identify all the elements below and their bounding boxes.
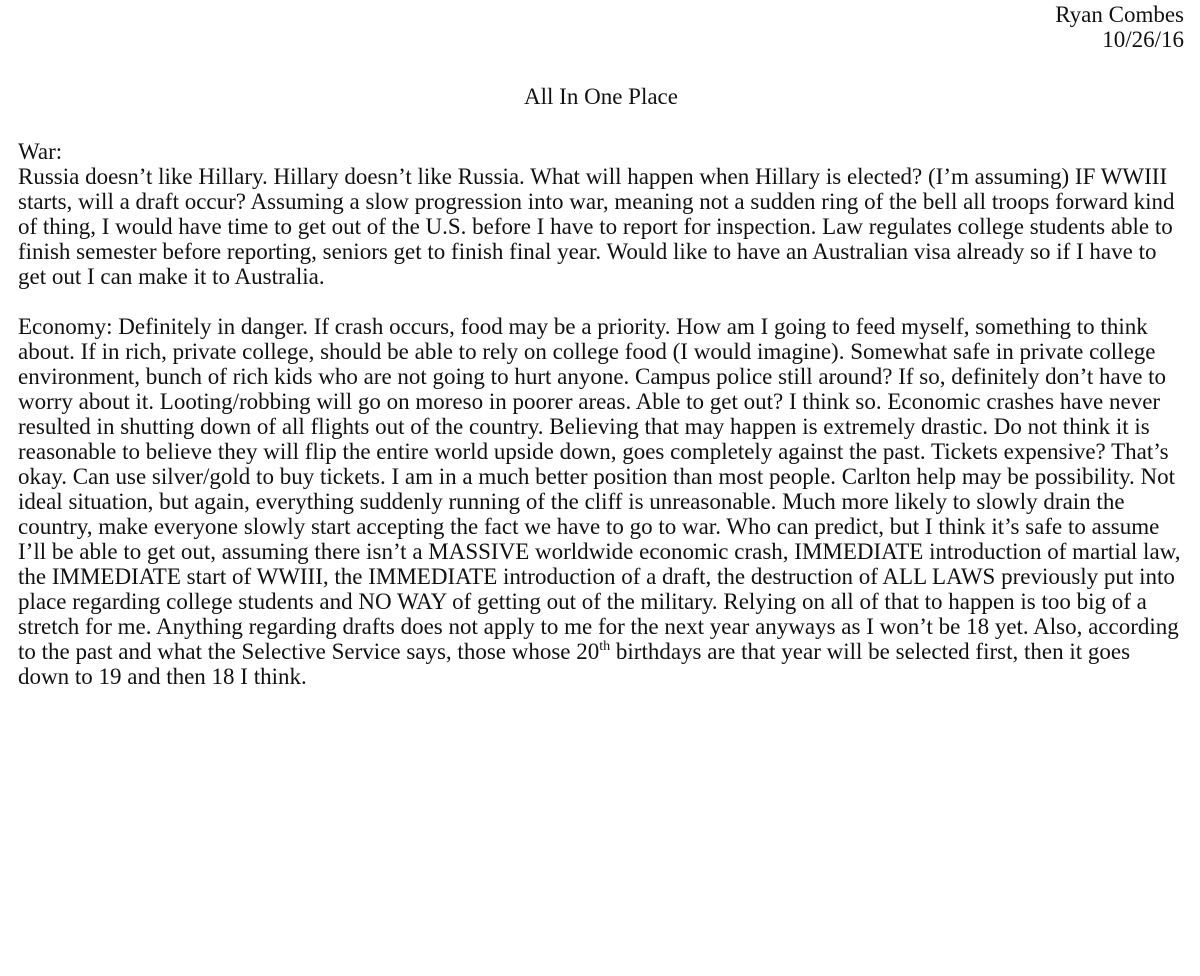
paragraph-spacer [18, 289, 1184, 314]
war-heading: War: [18, 139, 63, 164]
war-paragraph: Russia doesn’t like Hillary. Hillary doesn’t like Russia. What will happen when Hillary is elected? (I’m assuming) IF WWIII starts, will a draft occur? Assuming a slow progression into war, meaning not a sudden ring of the bell all troops forward kind of thing, I would have time to get out of the U.S. before I have to report for inspection. Law regulates college students able to finish semester before reporting, seniors get to finish final year. Would like to have an Australian visa already so if I have to get out I can make it to Australia. [18, 164, 1175, 289]
document-date: 10/26/16 [1102, 27, 1184, 52]
economy-paragraph [18, 314, 1184, 689]
document-header [18, 2, 1184, 52]
economy-text-part-1: Economy: Definitely in danger. If crash occurs, food may be a priority. How am I going to feed myself, something to think about. If in rich, private college, should be able to rely on college food (I would imagine). Somewhat safe in private college environment, bunch of rich kids who are not going to hurt anyone. Campus police still around? If so, definitely don’t have to worry about it. Looting/robbing will go on moreso in poorer areas. Able to get out? I think so. Economic crashes have never resulted in shutting down of all flights out of the country. Believing that may happen is extremely drastic. Do not think it is reasonable to believe they will flip the entire world upside down, goes completely against the past. Tickets expensive? That’s okay. Can use silver/gold to buy tickets. I am in a much better position than most people. Carlton help may be possibility. Not ideal situation, but again, everything suddenly running of the cliff is unreasonable. Much more likely to slowly drain the country, make everyone slowly start accepting the fact we have to go to war. Who can predict, but I think it’s safe to assume I’ll be able to get out, assuming there isn’t a MASSIVE worldwide economic crash, IMMEDIATE introduction of martial law, the IMMEDIATE start of WWIII, the IMMEDIATE introduction of a draft, the destruction of ALL LAWS previously put into place regarding college students and NO WAY of getting out of the military. Relying on all of that to happen is too big of a stretch for me. Anything regarding drafts does not apply to me for the next year anyways as I won’t be 18 yet. Also, according to the past and what the Selective Service says, those whose 20 [18, 314, 1181, 664]
war-section [18, 139, 1184, 289]
ordinal-superscript: th [599, 639, 611, 654]
document-title: All In One Place [524, 84, 678, 109]
author-name: Ryan Combes [1055, 2, 1184, 27]
economy-text-part-2: birthdays are that year will be selected first, then it goes down to 19 and then 18 I think. [18, 639, 1131, 689]
